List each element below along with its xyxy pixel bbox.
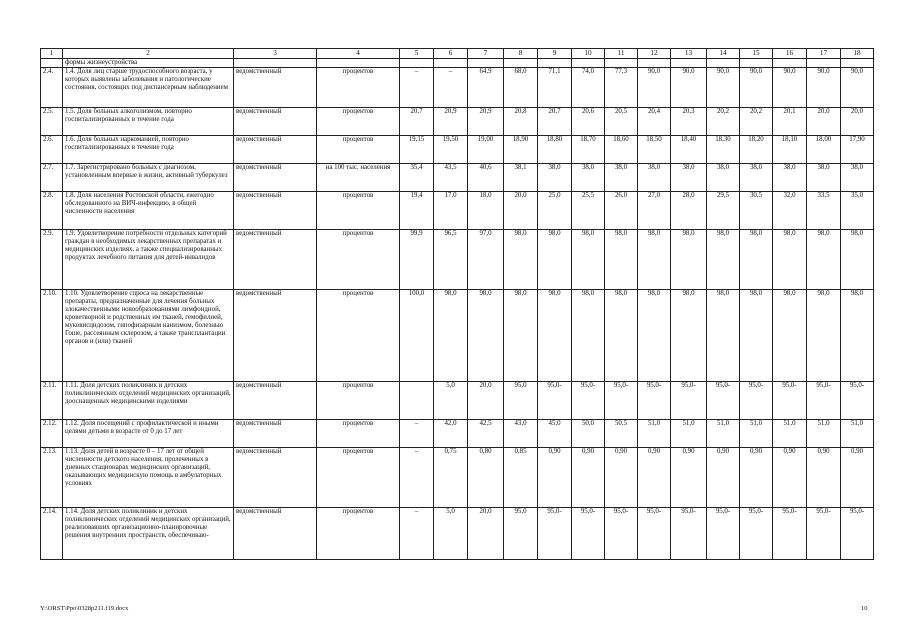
value-cell: 0,90 <box>773 448 807 508</box>
data-source: ведомственный <box>234 164 317 192</box>
value-cell: 40,6 <box>468 164 504 192</box>
value-cell: 25,0 <box>538 192 572 230</box>
value-cell: 90,0 <box>671 68 707 108</box>
value-cell: 74,0 <box>572 68 605 108</box>
row-number: 2.7. <box>41 164 63 192</box>
value-cell: 20,6 <box>572 108 605 136</box>
value-cell: 20,5 <box>605 108 638 136</box>
value-cell: 95,0- <box>841 508 874 560</box>
value-cell: 51,0 <box>773 420 807 448</box>
indicator-name: 1.7. Зарегистрировано больных с диагнозом, установленным впервые в жизни, активный туберкулез <box>63 164 234 192</box>
value-cell: 42,5 <box>468 420 504 448</box>
header-cell: 4 <box>317 49 400 59</box>
value-cell: 25,5 <box>572 192 605 230</box>
value-cell: 43,0 <box>504 420 538 448</box>
data-source: ведомственный <box>234 290 317 382</box>
indicator-name: 1.11. Доля детских поликлиник и детских поликлинических отделений медицинских организаций, дооснащенных медицинскими изделиями <box>63 382 234 420</box>
value-cell: 68,0 <box>504 68 538 108</box>
value-cell: 18,20 <box>740 136 773 164</box>
value-cell: 20,7 <box>400 108 434 136</box>
value-cell: 5,0 <box>434 382 468 420</box>
data-source: ведомственный <box>234 192 317 230</box>
header-cell: 9 <box>538 49 572 59</box>
unit: на 100 тыс. населения <box>317 164 400 192</box>
value-cell: 5,0 <box>434 508 468 560</box>
row-number: 2.4. <box>41 68 63 108</box>
value-cell: 32,0 <box>773 192 807 230</box>
value-cell: 98,0 <box>538 230 572 290</box>
value-cell: 20,2 <box>740 108 773 136</box>
value-cell: 95,0- <box>638 382 671 420</box>
value-cell: 38,0 <box>807 164 841 192</box>
value-cell: 0,90 <box>671 448 707 508</box>
value-cell: 98,0 <box>538 290 572 382</box>
value-cell: 19,00 <box>468 136 504 164</box>
row-number: 2.8. <box>41 192 63 230</box>
unit: процентов <box>317 230 400 290</box>
header-cell: 5 <box>400 49 434 59</box>
footer-file-path: Y:\ORST\Ppo\0328p211.f19.docx <box>40 605 129 612</box>
value-cell: 38,0 <box>671 164 707 192</box>
value-cell: 18,30 <box>707 136 740 164</box>
indicator-name: 1.13. Доля детей в возрасте 0 – 17 лет от общей численности детского населения, пролеченных в дневных стационарах медицинских организаций, оказывающих медицинскую помощь в амбулаторных условиях <box>63 448 234 508</box>
value-cell: 18,90 <box>504 136 538 164</box>
table-row <box>41 136 874 164</box>
value-cell: 18,60 <box>605 136 638 164</box>
unit: процентов <box>317 508 400 560</box>
value-cell: 98,0 <box>707 290 740 382</box>
value-cell: 96,5 <box>434 230 468 290</box>
header-cell: 11 <box>605 49 638 59</box>
row-number: 2.10. <box>41 290 63 382</box>
value-cell: 95,0- <box>671 382 707 420</box>
value-cell: 51,0 <box>671 420 707 448</box>
value-cell: 0,90 <box>572 448 605 508</box>
row-number: 2.13. <box>41 448 63 508</box>
value-cell: 98,0 <box>807 230 841 290</box>
data-source: ведомственный <box>234 382 317 420</box>
header-cell: 8 <box>504 49 538 59</box>
value-cell: 35,0 <box>841 192 874 230</box>
value-cell: 95,0- <box>538 382 572 420</box>
header-cell: 10 <box>572 49 605 59</box>
value-cell: 0,85 <box>504 448 538 508</box>
table-row <box>41 230 874 290</box>
value-cell: 51,0 <box>707 420 740 448</box>
value-cell: 77,3 <box>605 68 638 108</box>
value-cell: 19,4 <box>400 192 434 230</box>
row-number: 2.6. <box>41 136 63 164</box>
value-cell: 19,50 <box>434 136 468 164</box>
row-number: 2.12. <box>41 420 63 448</box>
value-cell: 98,0 <box>740 230 773 290</box>
value-cell: 98,0 <box>504 230 538 290</box>
table-row <box>41 448 874 508</box>
value-cell: 98,0 <box>468 290 504 382</box>
value-cell: – <box>400 508 434 560</box>
value-cell: 38,0 <box>841 164 874 192</box>
indicator-name: 1.6. Доля больных наркоманией, повторно госпитализированных в течение года <box>63 136 234 164</box>
table-row <box>41 382 874 420</box>
value-cell: 95,0- <box>841 382 874 420</box>
value-cell: 38,0 <box>572 164 605 192</box>
unit: процентов <box>317 420 400 448</box>
value-cell: 51,0 <box>807 420 841 448</box>
value-cell: 38,0 <box>538 164 572 192</box>
value-cell: 0,90 <box>807 448 841 508</box>
value-cell: 45,0 <box>538 420 572 448</box>
value-cell: 90,0 <box>773 68 807 108</box>
value-cell: 20,4 <box>638 108 671 136</box>
value-cell: 18,80 <box>538 136 572 164</box>
data-source: ведомственный <box>234 136 317 164</box>
value-cell: 38,0 <box>740 164 773 192</box>
header-cell: 1 <box>41 49 63 59</box>
value-cell: 95,0- <box>572 382 605 420</box>
value-cell: 0,90 <box>707 448 740 508</box>
data-source: ведомственный <box>234 230 317 290</box>
value-cell: 99,9 <box>400 230 434 290</box>
value-cell: 20,3 <box>671 108 707 136</box>
value-cell: 0,90 <box>638 448 671 508</box>
value-cell: 0,90 <box>841 448 874 508</box>
value-cell: 95,0 <box>504 508 538 560</box>
value-cell: 90,0 <box>707 68 740 108</box>
value-cell: 0,90 <box>538 448 572 508</box>
value-cell: 20,7 <box>538 108 572 136</box>
value-cell: 20,0 <box>841 108 874 136</box>
value-cell: 50,0 <box>572 420 605 448</box>
header-row <box>41 49 874 59</box>
value-cell: 98,0 <box>638 290 671 382</box>
value-cell: 33,5 <box>807 192 841 230</box>
value-cell: 26,0 <box>605 192 638 230</box>
value-cell: 98,0 <box>671 290 707 382</box>
value-cell: 98,0 <box>434 290 468 382</box>
unit: процентов <box>317 382 400 420</box>
table-row <box>41 108 874 136</box>
value-cell: 95,0- <box>605 382 638 420</box>
header-cell: 18 <box>841 49 874 59</box>
continuation-text: формы жизнеустройства <box>63 59 234 68</box>
row-number: 2.9. <box>41 230 63 290</box>
value-cell: 100,0 <box>400 290 434 382</box>
unit: процентов <box>317 192 400 230</box>
footer-page-number: 10 <box>861 605 868 612</box>
value-cell: 20,9 <box>434 108 468 136</box>
value-cell: 95,0- <box>707 508 740 560</box>
header-cell: 15 <box>740 49 773 59</box>
value-cell: 90,0 <box>841 68 874 108</box>
table-row <box>41 68 874 108</box>
value-cell: 17,90 <box>841 136 874 164</box>
value-cell: – <box>400 68 434 108</box>
data-source: ведомственный <box>234 420 317 448</box>
value-cell: 98,0 <box>671 230 707 290</box>
value-cell: 95,0- <box>605 508 638 560</box>
value-cell: 98,0 <box>773 230 807 290</box>
data-source: ведомственный <box>234 108 317 136</box>
table-row <box>41 192 874 230</box>
value-cell: 90,0 <box>740 68 773 108</box>
value-cell: 95,0 <box>504 382 538 420</box>
value-cell: 95,0- <box>638 508 671 560</box>
value-cell: 95,0- <box>671 508 707 560</box>
value-cell: 95,0- <box>773 382 807 420</box>
unit: процентов <box>317 68 400 108</box>
value-cell: – <box>400 448 434 508</box>
value-cell: 20,9 <box>468 108 504 136</box>
header-cell: 2 <box>63 49 234 59</box>
value-cell: 0,90 <box>605 448 638 508</box>
value-cell: 95,0- <box>807 508 841 560</box>
value-cell: 64,9 <box>468 68 504 108</box>
value-cell: 98,0 <box>504 290 538 382</box>
value-cell: 98,0 <box>572 230 605 290</box>
table-row <box>41 420 874 448</box>
value-cell: 38,0 <box>638 164 671 192</box>
value-cell: 98,0 <box>807 290 841 382</box>
value-cell: 0,90 <box>740 448 773 508</box>
table-row <box>41 508 874 560</box>
value-cell: 98,0 <box>605 230 638 290</box>
value-cell: 18,00 <box>807 136 841 164</box>
value-cell: 18,40 <box>671 136 707 164</box>
table-row <box>41 290 874 382</box>
value-cell: 42,0 <box>434 420 468 448</box>
value-cell: 98,0 <box>773 290 807 382</box>
value-cell: 20,1 <box>773 108 807 136</box>
value-cell: 98,0 <box>841 230 874 290</box>
value-cell: 38,0 <box>707 164 740 192</box>
value-cell: 30,5 <box>740 192 773 230</box>
value-cell: 43,5 <box>434 164 468 192</box>
value-cell: 18,0 <box>468 192 504 230</box>
value-cell: 27,0 <box>638 192 671 230</box>
header-cell: 16 <box>773 49 807 59</box>
header-cell: 17 <box>807 49 841 59</box>
data-source: ведомственный <box>234 68 317 108</box>
table-row <box>41 164 874 192</box>
data-source: ведомственный <box>234 448 317 508</box>
indicator-name: 1.14. Доля детских поликлиник и детских поликлинических отделений медицинских организаций, реализовавших организационно-планировочные решения внутренних пространств, обеспечиваю- <box>63 508 234 560</box>
header-cell: 12 <box>638 49 671 59</box>
value-cell: 18,70 <box>572 136 605 164</box>
value-cell: 20,8 <box>504 108 538 136</box>
value-cell: 95,0- <box>538 508 572 560</box>
value-cell: 20,0 <box>468 382 504 420</box>
value-cell: 38,0 <box>605 164 638 192</box>
value-cell: 90,0 <box>807 68 841 108</box>
header-cell: 3 <box>234 49 317 59</box>
row-number: 2.11. <box>41 382 63 420</box>
value-cell: – <box>434 68 468 108</box>
value-cell: 95,0- <box>707 382 740 420</box>
value-cell: 18,50 <box>638 136 671 164</box>
value-cell: 98,0 <box>841 290 874 382</box>
indicator-name: 1.9. Удовлетворение потребности отдельных категорий граждан в необходимых лекарственных препаратах и медицинских изделиях, а также специализированных продуктах лечебного питания для детей-инвалидов <box>63 230 234 290</box>
value-cell: 19,15 <box>400 136 434 164</box>
indicator-name: 1.12. Доля посещений с профилактической и иными целями детьми в возрасте от 0 до 17 лет <box>63 420 234 448</box>
row-number: 2.5. <box>41 108 63 136</box>
value-cell: – <box>400 420 434 448</box>
value-cell: 20,0 <box>504 192 538 230</box>
value-cell: 29,5 <box>707 192 740 230</box>
header-cell: 13 <box>671 49 707 59</box>
value-cell: 35,4 <box>400 164 434 192</box>
value-cell: 95,0- <box>807 382 841 420</box>
indicator-name: 1.4. Доля лиц старше трудоспособного возраста, у которых выявлены заболевания и патологические состояния, состоящих под диспансерным наблюдением <box>63 68 234 108</box>
value-cell: 18,10 <box>773 136 807 164</box>
continuation-row <box>41 59 874 68</box>
unit: процентов <box>317 448 400 508</box>
header-cell: 7 <box>468 49 504 59</box>
indicator-name: 1.10. Удовлетворение спроса на лекарственные препараты, предназначенные для лечения больных злокачественными новообразованиями лимфоидной, кроветворной и родственных им тканей, гемофилией, муковисцидозом, гипофизарным нанизмом, болезнью Гоше, рассеянным склерозом, а также трансплантации органов и (или) тканей <box>63 290 234 382</box>
value-cell: 51,0 <box>841 420 874 448</box>
header-cell: 14 <box>707 49 740 59</box>
value-cell: 98,0 <box>572 290 605 382</box>
value-cell: 51,0 <box>638 420 671 448</box>
value-cell: 51,0 <box>740 420 773 448</box>
unit: процентов <box>317 136 400 164</box>
value-cell: 97,0 <box>468 230 504 290</box>
value-cell: 28,0 <box>671 192 707 230</box>
row-number: 2.14. <box>41 508 63 560</box>
value-cell: 38,1 <box>504 164 538 192</box>
indicators-table <box>40 48 874 560</box>
value-cell: 98,0 <box>605 290 638 382</box>
value-cell: 98,0 <box>740 290 773 382</box>
unit: процентов <box>317 108 400 136</box>
value-cell: 95,0- <box>572 508 605 560</box>
data-source: ведомственный <box>234 508 317 560</box>
value-cell: 95,0- <box>740 382 773 420</box>
value-cell: 17,0 <box>434 192 468 230</box>
indicator-name: 1.8. Доля населения Ростовской области, ежегодно обследованного на ВИЧ-инфекцию, в общей численности населения <box>63 192 234 230</box>
indicator-name: 1.5. Доля больных алкоголизмом, повторно госпитализированных в течение года <box>63 108 234 136</box>
value-cell: 98,0 <box>707 230 740 290</box>
value-cell: 0,75 <box>434 448 468 508</box>
header-cell: 6 <box>434 49 468 59</box>
value-cell: 95,0- <box>773 508 807 560</box>
value-cell: 0,80 <box>468 448 504 508</box>
value-cell: 98,0 <box>638 230 671 290</box>
value-cell: 71,1 <box>538 68 572 108</box>
value-cell: 20,2 <box>707 108 740 136</box>
value-cell <box>400 382 434 420</box>
unit: процентов <box>317 290 400 382</box>
value-cell: 20,0 <box>468 508 504 560</box>
value-cell: 50,5 <box>605 420 638 448</box>
value-cell: 20,0 <box>807 108 841 136</box>
value-cell: 38,0 <box>773 164 807 192</box>
value-cell: 90,0 <box>638 68 671 108</box>
value-cell: 95,0- <box>740 508 773 560</box>
